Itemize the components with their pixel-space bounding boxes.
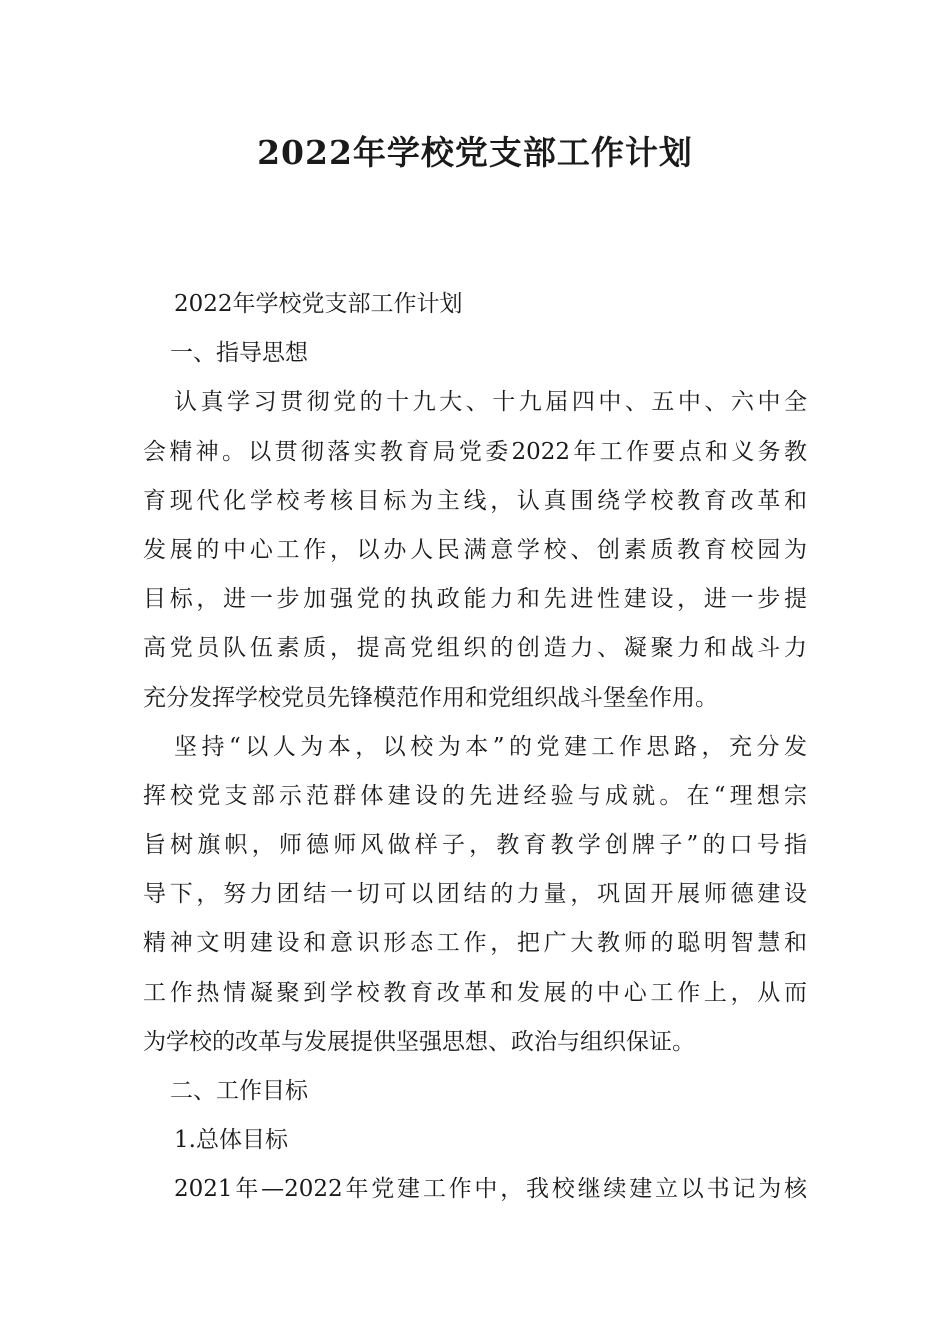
text-line: 一、指导思想 xyxy=(170,340,308,367)
text-line: 2022年学校党支部工作计划 xyxy=(174,291,463,317)
text-line: 坚持“以人为本，以校为本”的党建工作思路，充分发 xyxy=(174,733,807,760)
text-line: 2021年—2022年党建工作中，我校继续建立以书记为核 xyxy=(174,1176,807,1203)
text-line: 发展的中心工作，以办人民满意学校、创素质教育校园为 xyxy=(143,536,807,563)
text-line: 认真学习贯彻党的十九大、十九届四中、五中、六中全 xyxy=(174,389,807,416)
text-line: 会精神。以贯彻落实教育局党委2022年工作要点和义务教 xyxy=(143,438,807,465)
text-line: 为学校的改革与发展提供坚强思想、政治与组织保证。 xyxy=(143,1028,695,1055)
document-title: 2022年学校党支部工作计划 xyxy=(257,133,693,172)
text-line: 精神文明建设和意识形态工作，把广大教师的聪明智慧和 xyxy=(143,930,807,957)
text-line: 导下，努力团结一切可以团结的力量，巩固开展师德建设 xyxy=(143,881,807,908)
text-line: 1.总体目标 xyxy=(174,1127,288,1154)
text-line: 工作热情凝聚到学校教育改革和发展的中心工作上，从而 xyxy=(143,979,807,1006)
text-line: 育现代化学校考核目标为主线，认真围绕学校教育改革和 xyxy=(143,487,807,514)
text-line: 旨树旗帜，师德师风做样子，教育教学创牌子”的口号指 xyxy=(143,832,807,859)
text-line: 二、工作目标 xyxy=(170,1078,308,1104)
text-line: 目标，进一步加强党的执政能力和先进性建设，进一步提 xyxy=(143,586,807,613)
document-body xyxy=(143,280,807,1215)
text-line: 挥校党支部示范群体建设的先进经验与成就。在“理想宗 xyxy=(143,782,807,809)
text-line: 高党员队伍素质，提高党组织的创造力、凝聚力和战斗力 xyxy=(143,635,807,662)
text-line: 充分发挥学校党员先锋模范作用和党组织战斗堡垒作用。 xyxy=(143,684,718,711)
